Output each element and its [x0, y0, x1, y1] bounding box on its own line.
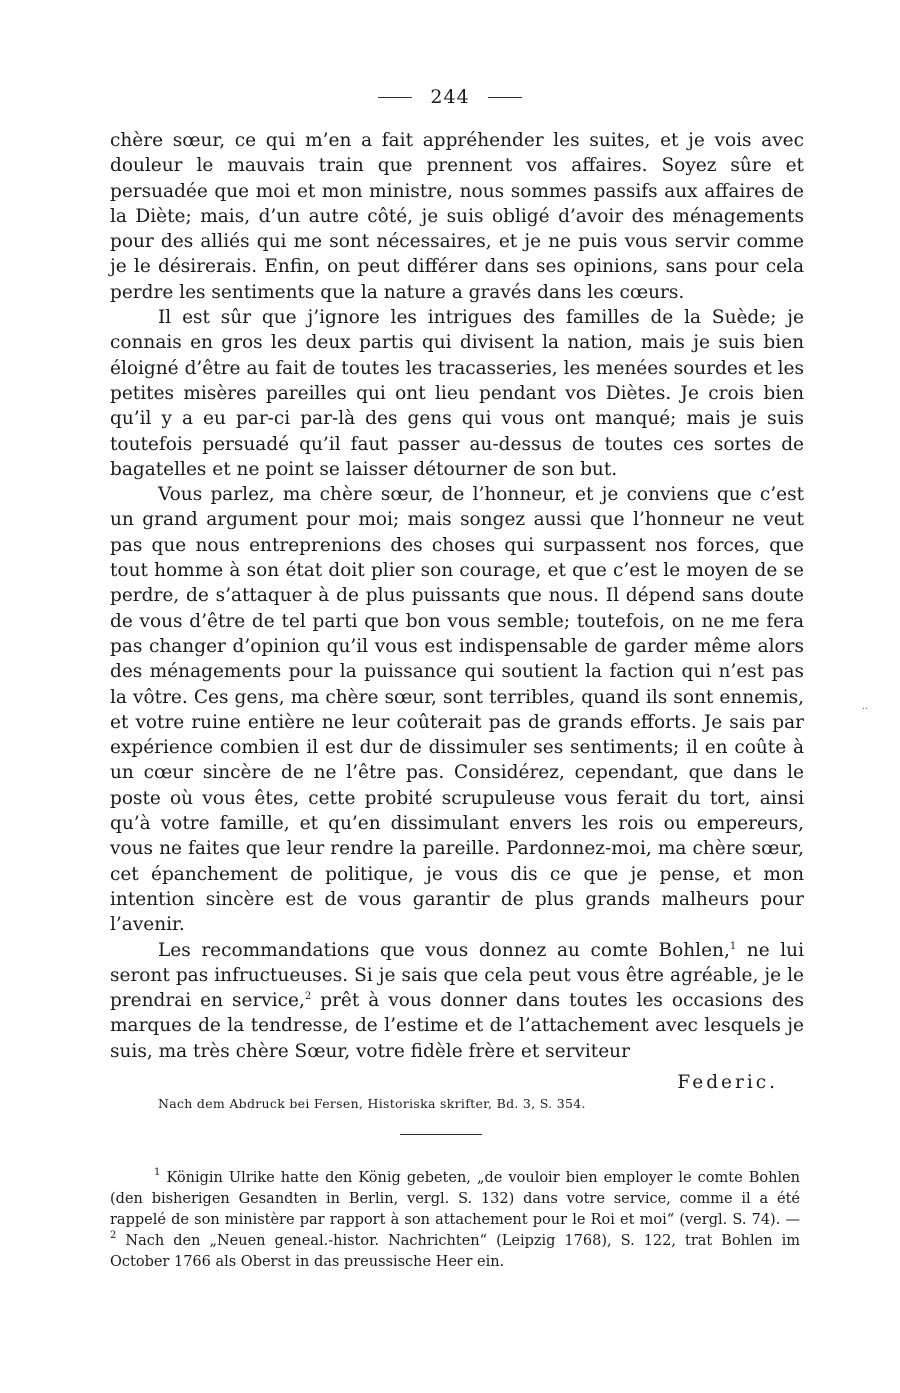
footnote-mark-1: 1: [154, 1167, 161, 1178]
source-note: Nach dem Abdruck bei Fersen, Historiska skrifter, Bd. 3, S. 354.: [158, 1096, 586, 1111]
paragraph-3: Vous parlez, ma chère sœur, de l’honneur, et je conviens que c’est un grand argument pour moi; mais songez aussi que l’honneur ne veut pas que nous entreprenions des choses qui surpassent nos forces, que tout homme à son état doit plier son courage, et que c’est le moyen de se perdre, de s’attaquer à de plus puissants que nous. Il dépend sans doute de vous d’être de tel parti que bon vous semble; toutefois, on ne me fera pas changer d’opinion qu’il vous est indispensable de garder même alors des ménagements pour la puissance qui soutient la faction qui n’est pas la vôtre. Ces gens, ma chère sœur, sont terribles, quand ils sont ennemis, et votre ruine entière ne leur coûterait pas de grands efforts. Je sais par expérience combien il est dur de dissimuler ses sentiments; il en coûte à un cœur sincère de ne l’être pas. Considérez, cependant, que dans le poste où vous êtes, cette probité scrupuleuse vous ferait du tort, ainsi qu’à votre famille, et qu’en dissimulant envers les rois ou empereurs, vous ne faites que leur rendre la pareille. Pardonnez-moi, ma chère sœur, cet épanchement de politique, je vous dis ce que je pense, et mon intention sincère est de vous garantir de plus grands malheurs pour l’avenir.: [110, 484, 804, 936]
footnote-2-text: Nach den „Neuen geneal.-histor. Nachrichten“ (Leipzig 1768), S. 122, trat Bohlen im October 1766 als Oberst in das preussische Heer ein.: [110, 1233, 800, 1270]
header-dash-right: [488, 97, 522, 98]
letter-body: [110, 128, 804, 1064]
signature: Federic.: [677, 1072, 778, 1093]
page-number: 244: [430, 86, 470, 108]
footnote-ref-2: 2: [304, 991, 312, 1003]
page-header: [0, 84, 900, 110]
footnotes: [110, 1168, 800, 1273]
paragraph-4-part-2: ne lui seront pas infructueuses. Si je sais que cela peut vous être agréable, je le prendrai en service,: [110, 939, 804, 1012]
paragraph-4: [110, 938, 804, 1064]
footnote-separator: [400, 1134, 482, 1135]
paragraph-2: Il est sûr que j’ignore les intrigues des familles de la Suède; je connais en gros les deux partis qui divisent la nation, mais je suis bien éloigné d’être au fait de toutes les tracasseries, les menées sourdes et les petites misères pareilles qui ont lieu pendant vos Diètes. Je crois bien qu’il y a eu par-ci par-là des gens qui vous ont manqué; mais je suis toutefois persuadé qu’il faut passer au-dessus de toutes ces sortes de bagatelles et ne point se laisser détourner de son but.: [110, 307, 804, 480]
footnote-ref-1: 1: [729, 940, 737, 952]
paragraph-4-part-3: prêt à vous donner dans toutes les occasions des marques de la tendresse, de l’estime et de l’attachement avec lesquels je suis, ma très chère Sœur, votre fidèle frère et serviteur: [110, 990, 804, 1062]
footnote-mark-2: 2: [110, 1230, 117, 1241]
paragraph-1: chère sœur, ce qui m’en a fait appréhender les suites, et je vois avec douleur le mauvais train que prennent vos affaires. Soyez sûre et persuadée que moi et mon ministre, nous sommes passifs aux affaires de la Diète; mais, d’un autre côté, je suis obligé d’avoir des ménagements pour des alliés qui me sont nécessaires, et je ne puis vous servir comme je le désirerais. Enfin, on peut différer dans ses opinions, sans pour cela perdre les sentiments que la nature a gravés dans les cœurs.: [110, 130, 804, 303]
margin-speck: ··: [862, 704, 869, 715]
footnote-block: [110, 1168, 800, 1273]
header-dash-left: [378, 97, 412, 98]
paragraph-4-part-1: Les recommandations que vous donnez au comte Bohlen,: [158, 939, 730, 961]
footnote-1-text: Königin Ulrike hatte den König gebeten, „de vouloir bien employer le comte Bohlen (den bisherigen Gesandten in Berlin, vergl. S. 132) dans votre service, comme il a été rappelé de son ministère par rapport à son attachement pour le Roi et moi“ (vergl. S. 74). —: [110, 1170, 800, 1228]
